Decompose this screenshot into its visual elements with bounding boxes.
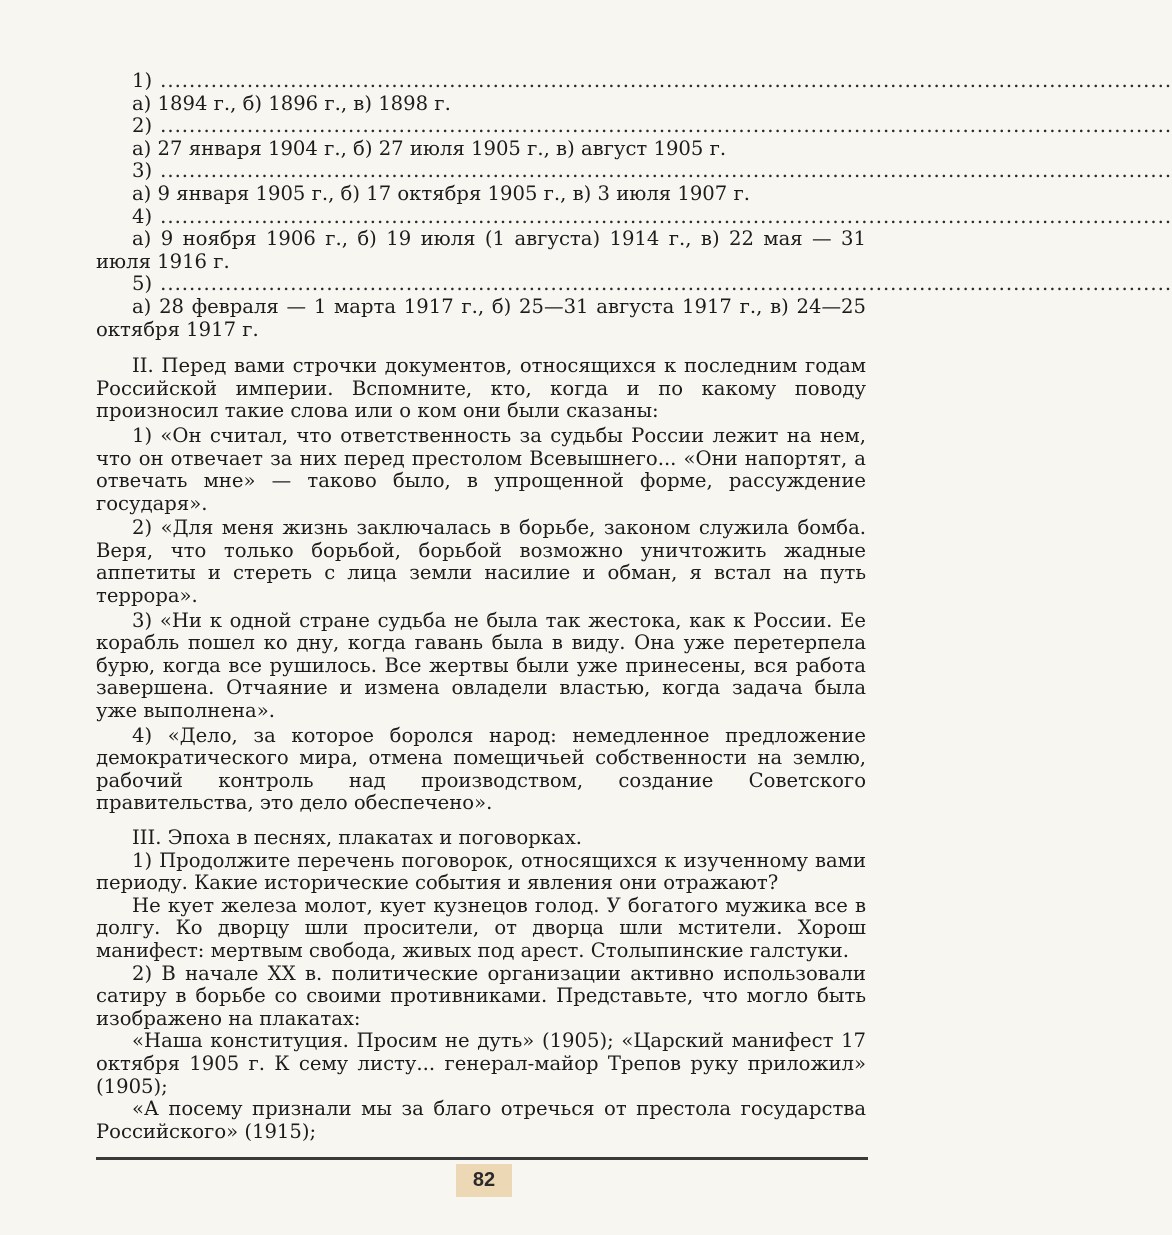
section-2-intro: II. Перед вами строчки документов, относящихся к последним годам Российской империи. Вспомните, кто, когда и по какому поводу произносил такие слова или о ком они были сказаны:: [96, 354, 866, 423]
answer-line: [96, 159, 1172, 183]
fill-in-dots: ............................................................................................................................................: [160, 159, 1172, 183]
section-3-task-1: 1) Продолжите перечень поговорок, относящихся к изученному вами периоду. Какие исторические события и явления они отражают?: [96, 848, 866, 895]
page-number: 82: [456, 1164, 512, 1197]
fill-in-dots: ............................................................................................................................................: [160, 204, 1172, 228]
section-3-task-2: 2) В начале XX в. политические организации активно использовали сатиру в борьбе со своими противниками. Представьте, что могло быть изображено на плакатах:: [96, 961, 866, 1030]
answer-line: [96, 69, 1172, 93]
fill-in-dots: ............................................................................................................................................: [160, 114, 1172, 138]
task-number: 2): [132, 114, 153, 138]
task-options: а) 1894 г., б) 1896 г., в) 1898 г.: [132, 91, 451, 115]
poster-captions-2: «А посему признали мы за благо отречься от престола государства Российского» (1915);: [96, 1097, 866, 1143]
task-options: а) 9 января 1905 г., б) 17 октября 1905 г., в) 3 июля 1907 г.: [132, 181, 750, 205]
task-item-5: [96, 272, 1172, 341]
fill-in-dots: ............................................................................................................................................: [160, 69, 1172, 92]
task-number: 1): [132, 69, 153, 92]
answer-line: [96, 272, 1172, 296]
task-number: 5): [132, 272, 153, 296]
page-body: [96, 69, 1172, 1143]
quote-1: 1) «Он считал, что ответственность за судьбы России лежит на нем, что он отвечает за них перед престолом Всевышнего... «Они напортят, а отвечать мне» — таково было, в упрощенной форме, рассуждение государя».: [96, 423, 866, 515]
footer-divider: [96, 1157, 868, 1160]
task-item-4: [96, 204, 1172, 274]
task-number: 4): [132, 204, 153, 228]
answer-line: [96, 114, 1172, 138]
task-options: а) 9 ноября 1906 г., б) 19 июля (1 августа) 1914 г., в) 22 мая — 31 июля 1916 г.: [96, 227, 866, 273]
sayings-text: Не кует железа молот, кует кузнецов голод. У богатого мужика все в долгу. Ко дворцу шли просители, от дворца шли мстители. Хорош манифест: мертвым свобода, живых под арест. Столыпинские галстуки.: [96, 893, 866, 962]
fill-in-dots: ............................................................................................................................................: [160, 272, 1172, 296]
answer-line: [96, 204, 1172, 229]
task-options: а) 28 февраля — 1 марта 1917 г., б) 25—31 августа 1917 г., в) 24—25 октября 1917 г.: [96, 294, 866, 341]
task-item-3: [96, 159, 1172, 205]
quote-4: 4) «Дело, за которое боролся народ: немедленное предложение демократического мира, отмена помещичьей собственности на землю, рабочий контроль над производством, создание Советского правительства, это дело обеспечено».: [96, 723, 866, 815]
task-number: 3): [132, 159, 153, 183]
task-item-1: [96, 69, 1172, 115]
quote-2: 2) «Для меня жизнь заключалась в борьбе, законом служила бомба. Веря, что только борьбой, борьбой возможно уничтожить жадные аппетиты и стереть с лица земли насилие и обман, я встал на путь террора».: [96, 516, 866, 608]
task-item-2: [96, 114, 1172, 160]
task-options: а) 27 января 1904 г., б) 27 июля 1905 г., в) август 1905 г.: [132, 136, 727, 160]
section-3-title: III. Эпоха в песнях, плакатах и поговорках.: [132, 826, 582, 849]
quote-3: 3) «Ни к одной стране судьба не была так жестока, как к России. Ее корабль пошел ко дну, когда гавань была в виду. Она уже перетерпела бурю, когда все рушилось. Все жертвы были уже принесены, вся работа завершена. Отчаяние и измена овладели властью, когда задача была уже выполнена».: [96, 608, 866, 723]
poster-captions-1: «Наша конституция. Просим не дуть» (1905); «Царский манифест 17 октября 1905 г. К сему листу... генерал-майор Трепов руку приложил» (1905);: [96, 1029, 866, 1098]
